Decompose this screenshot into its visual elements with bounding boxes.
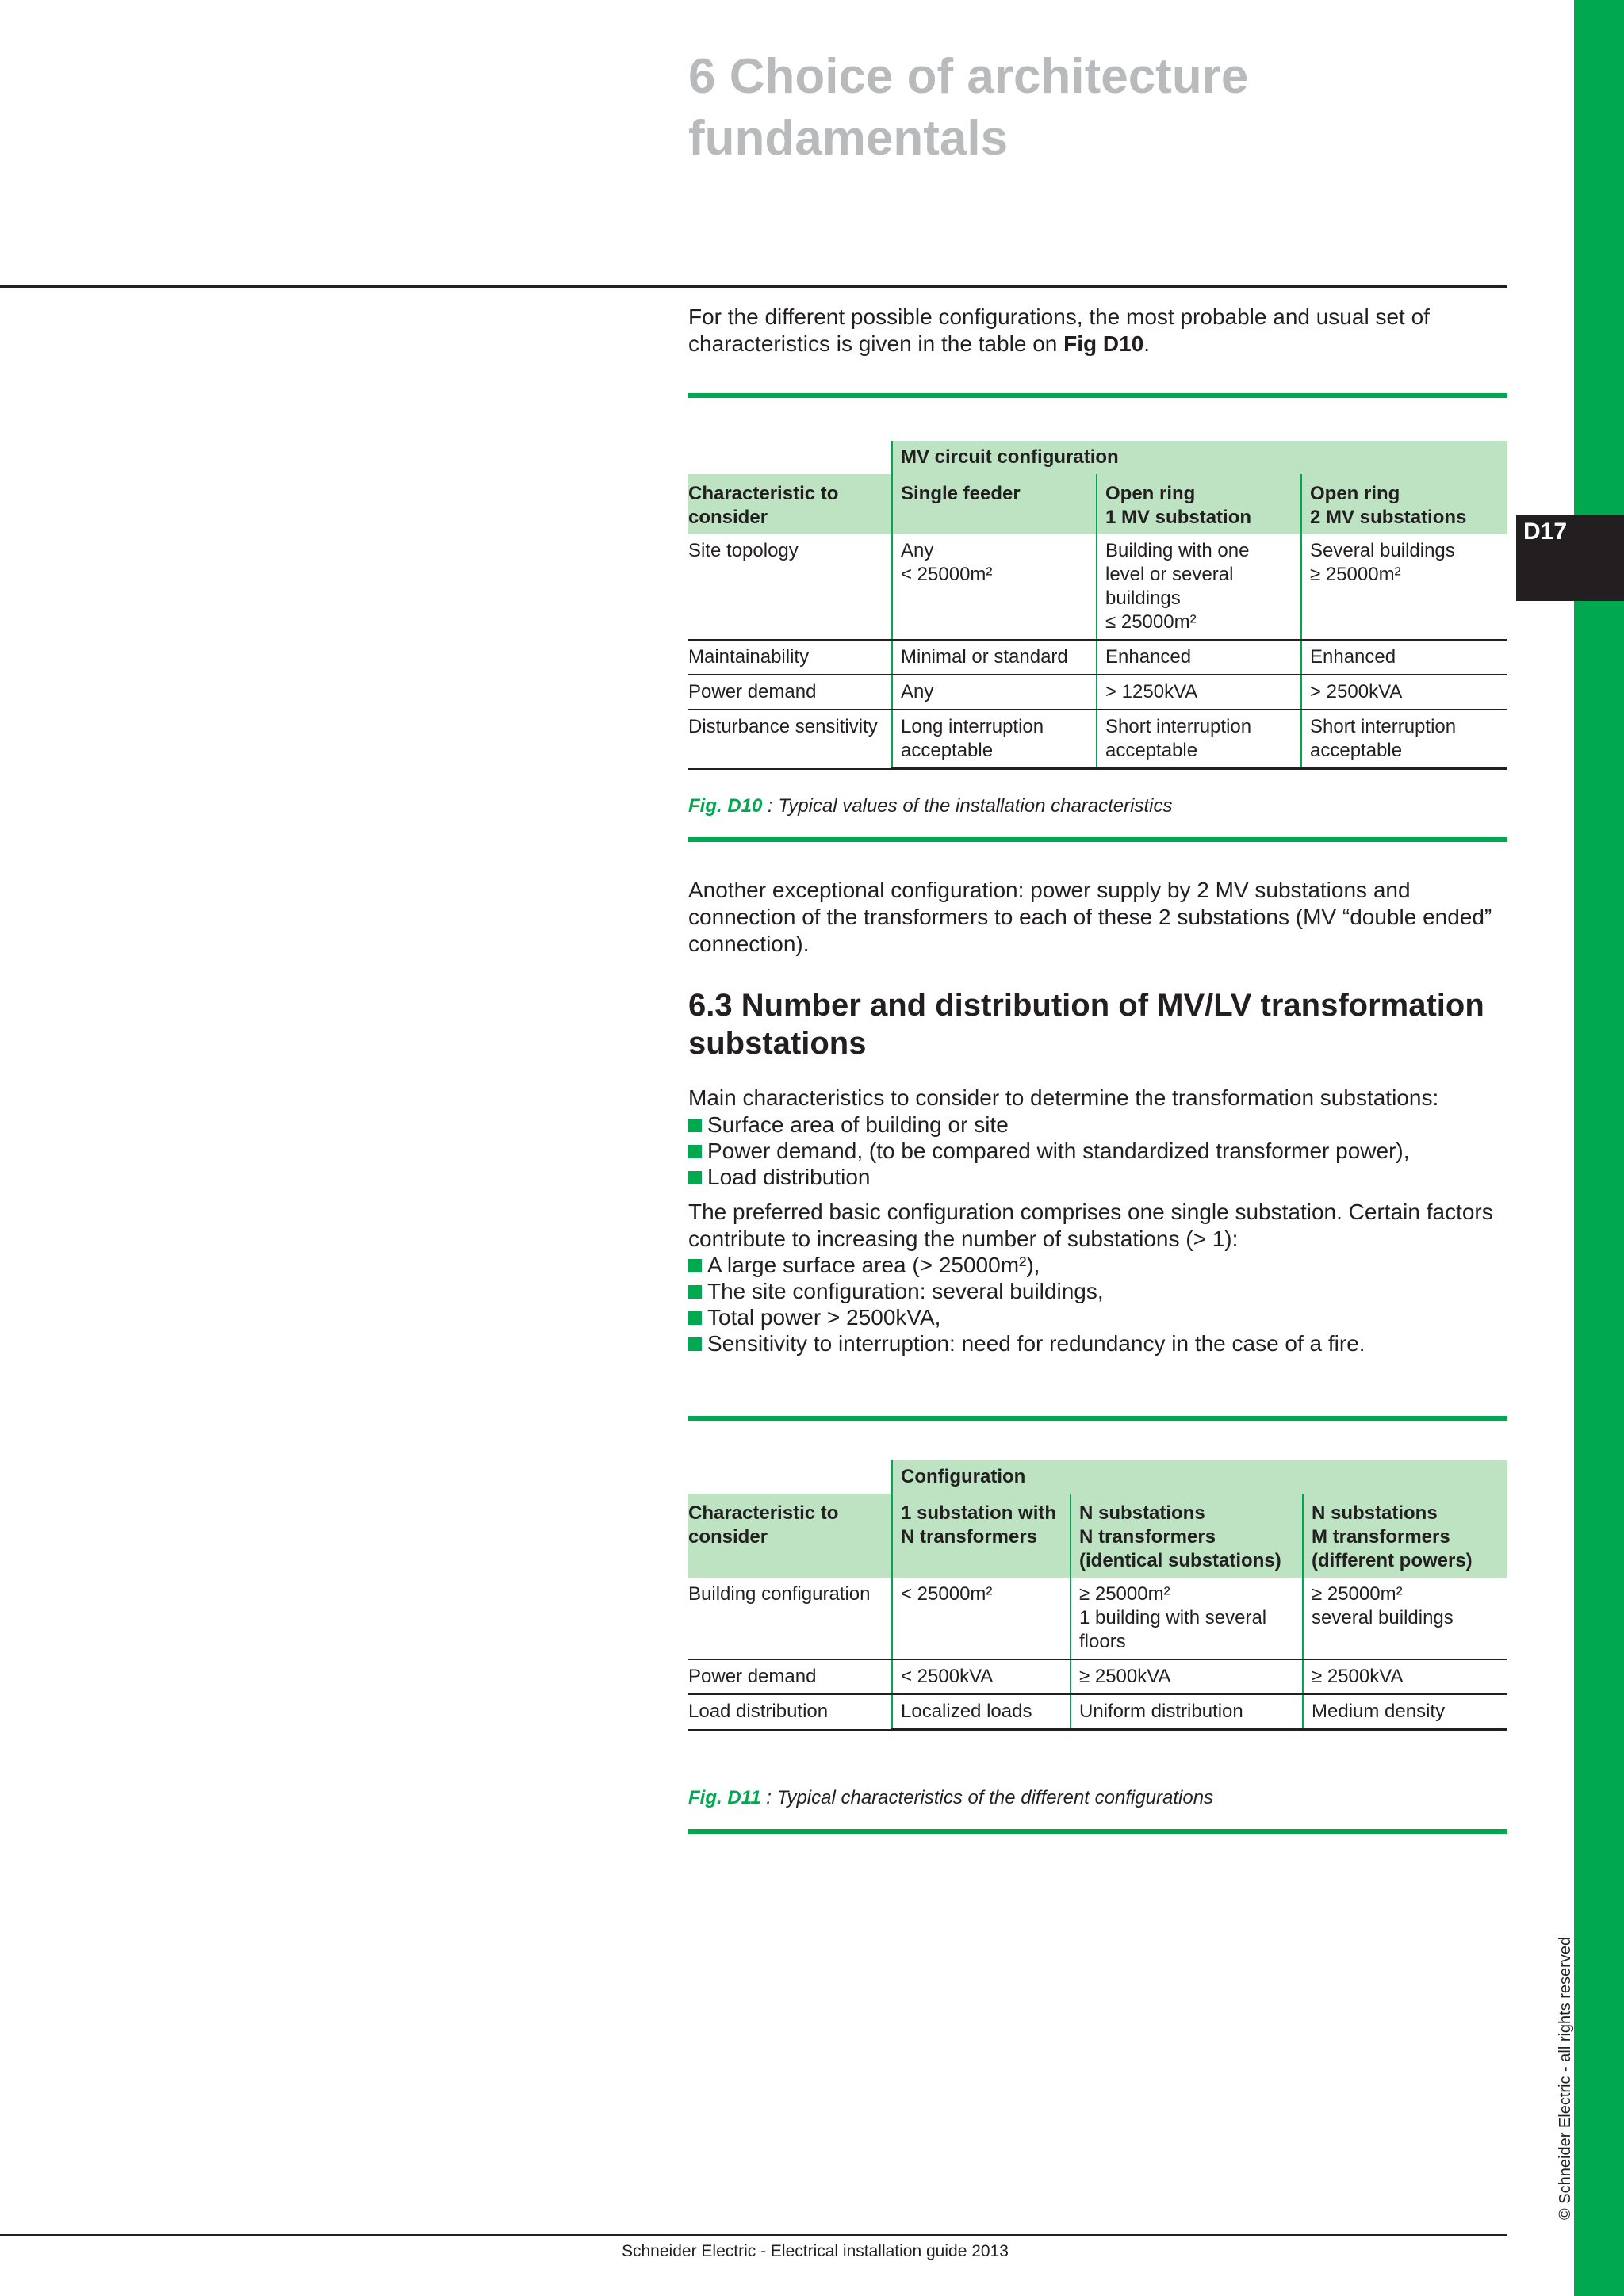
table-row <box>688 1659 1507 1694</box>
table-row <box>688 640 1507 675</box>
square-bullet-icon <box>688 1119 702 1132</box>
row-label <box>688 1659 892 1694</box>
fig-d11-caption <box>688 1787 1507 1809</box>
list-item <box>688 1112 1507 1138</box>
cell-line: Localized loads <box>901 1701 1032 1722</box>
cell-line: < 25000m² <box>901 1583 993 1605</box>
row-label <box>688 1694 892 1730</box>
section-lead: Main characteristics to consider to determine the transformation substations: <box>688 1085 1439 1110</box>
cell-line: Characteristic to consider <box>688 1502 839 1548</box>
table-cell <box>1097 640 1301 675</box>
cell-line: Building configuration <box>688 1583 871 1605</box>
header-rule <box>0 285 1507 288</box>
list-item-text: The site configuration: several buildings, <box>707 1279 1104 1303</box>
table-row <box>688 1694 1507 1730</box>
table2-column-header <box>1071 1494 1303 1578</box>
table-cell <box>892 710 1097 769</box>
cell-line: 2 MV substations <box>1310 507 1467 528</box>
square-bullet-icon <box>688 1311 702 1325</box>
cell-line: Short interruption acceptable <box>1105 716 1252 761</box>
green-side-band <box>1574 0 1624 2296</box>
table-cell <box>892 1578 1071 1659</box>
table-cell <box>892 534 1097 640</box>
cell-line: Single feeder <box>901 483 1021 504</box>
section-paragraph-2: The preferred basic configuration comprises one single substation. Certain factors contribute to increasing the number of substations (> 1): <box>688 1200 1493 1251</box>
table-cell <box>1303 1694 1507 1730</box>
cell-line: > 2500kVA <box>1310 681 1403 702</box>
list-item-text: Load distribution <box>707 1165 871 1189</box>
table1-column-header <box>1301 474 1507 534</box>
square-bullet-icon <box>688 1337 702 1351</box>
table2-header-row <box>688 1494 1507 1578</box>
cell-line: Power demand <box>688 1666 817 1687</box>
cell-line: Open ring <box>1310 483 1400 504</box>
square-bullet-icon <box>688 1145 702 1158</box>
table-cell <box>1097 675 1301 710</box>
cell-line: Enhanced <box>1310 646 1396 668</box>
fig-d10-text: : Typical values of the installation characteristics <box>762 795 1173 817</box>
intro-text: For the different possible configurations, the most probable and usual set of characteristics is given in the table on <box>688 304 1430 356</box>
list-item <box>688 1330 1507 1357</box>
section-title: 6.3 Number and distribution of MV/LV transformation substations <box>688 988 1484 1061</box>
cell-line: Power demand <box>688 681 817 702</box>
table-cell <box>1301 640 1507 675</box>
table-row <box>688 534 1507 640</box>
cell-line: Site topology <box>688 540 799 561</box>
list-item <box>688 1138 1507 1164</box>
table-installation-characteristics <box>688 441 1507 770</box>
cell-line: ≥ 25000m² <box>1312 1583 1403 1605</box>
cell-line: 1 MV substation <box>1105 507 1252 528</box>
cell-line: Open ring <box>1105 483 1196 504</box>
table-cell <box>1071 1694 1303 1730</box>
table-cell <box>1303 1659 1507 1694</box>
table2-column-header <box>1303 1494 1507 1578</box>
cell-line: acceptable <box>1310 740 1403 761</box>
table-cell <box>1097 710 1301 769</box>
cell-line: Any <box>901 681 934 702</box>
table1-column-header <box>1097 474 1301 534</box>
cell-line: < 2500kVA <box>901 1666 994 1687</box>
cell-line: M transformers (different powers) <box>1312 1526 1473 1571</box>
intro-text-end: . <box>1143 331 1151 356</box>
table-cell <box>892 1659 1071 1694</box>
cell-line: N transformers (identical substations) <box>1079 1526 1281 1571</box>
list-item-text: Surface area of building or site <box>707 1112 1009 1137</box>
cell-line: N substations <box>1312 1502 1438 1524</box>
fig-d11-text: : Typical characteristics of the different configurations <box>760 1787 1214 1808</box>
table2-corner <box>688 1460 892 1494</box>
table-cell <box>892 675 1097 710</box>
intro-fig-ref[interactable]: Fig D10 <box>1063 331 1144 356</box>
table-row <box>688 675 1507 710</box>
list-item <box>688 1304 1507 1330</box>
cell-line: Uniform distribution <box>1079 1701 1243 1722</box>
fig-d11-label: Fig. D11 <box>688 1787 761 1808</box>
cell-line: 1 substation with <box>901 1502 1057 1524</box>
table-cell <box>892 640 1097 675</box>
cell-line: Medium density <box>1312 1701 1446 1722</box>
substation-increase-list <box>688 1252 1507 1357</box>
cell-line: Maintainability <box>688 646 810 668</box>
table1-bottom-rule <box>688 837 1507 842</box>
cell-line: Short interruption <box>1310 716 1457 737</box>
list-item <box>688 1164 1507 1190</box>
list-item-text: Total power > 2500kVA, <box>707 1305 941 1330</box>
table-cell <box>1097 534 1301 640</box>
cell-line: < 25000m² <box>901 564 993 585</box>
table1-column-header <box>688 474 892 534</box>
table-cell <box>892 1694 1071 1730</box>
exceptional-paragraph: Another exceptional configuration: power supply by 2 MV substations and connection of the transformers to each of these 2 substations (MV “double ended” connection). <box>688 878 1492 956</box>
table1-header-row <box>688 474 1507 534</box>
cell-line: ≥ 25000m² <box>1079 1583 1170 1605</box>
table1-group-header: MV circuit configuration <box>892 441 1507 474</box>
cell-line: Any <box>901 540 934 561</box>
cell-line: ≥ 2500kVA <box>1079 1666 1171 1687</box>
intro-paragraph <box>688 304 1507 358</box>
table2-column-header <box>688 1494 892 1578</box>
cell-line: ≥ 2500kVA <box>1312 1666 1404 1687</box>
table2-bottom-rule <box>688 1829 1507 1834</box>
square-bullet-icon <box>688 1171 702 1184</box>
table2-group-header: Configuration <box>892 1460 1507 1494</box>
substation-factors-list <box>688 1112 1507 1190</box>
list-item-text: Sensitivity to interruption: need for redundancy in the case of a fire. <box>707 1331 1365 1356</box>
list-item <box>688 1278 1507 1304</box>
cell-line: Disturbance sensitivity <box>688 716 878 737</box>
row-label <box>688 675 892 710</box>
square-bullet-icon <box>688 1285 702 1299</box>
row-label <box>688 640 892 675</box>
cell-line: Characteristic to consider <box>688 483 839 528</box>
table1-top-rule <box>688 393 1507 398</box>
fig-d10-caption <box>688 795 1507 817</box>
square-bullet-icon <box>688 1259 702 1272</box>
footer-text: Schneider Electric - Electrical installation guide 2013 <box>622 2242 1009 2260</box>
cell-line: ≥ 25000m² <box>1310 564 1401 585</box>
cell-line: 1 building with several floors <box>1079 1607 1267 1652</box>
row-label <box>688 1578 892 1659</box>
row-label <box>688 710 892 769</box>
page-number-tab <box>1516 515 1624 601</box>
cell-line: Building with one level or several buildings <box>1105 540 1250 609</box>
list-item-text: A large surface area (> 25000m²), <box>707 1253 1040 1277</box>
table1-column-header <box>892 474 1097 534</box>
chapter-title: 6 Choice of architecture fundamentals <box>688 49 1249 166</box>
table-cell <box>1301 675 1507 710</box>
footer-rule <box>0 2234 1507 2236</box>
table-row <box>688 1578 1507 1659</box>
table-row <box>688 710 1507 769</box>
fig-d10-label: Fig. D10 <box>688 795 763 817</box>
list-item-text: Power demand, (to be compared with standardized transformer power), <box>707 1138 1410 1163</box>
cell-line: several buildings <box>1312 1607 1454 1628</box>
copyright-notice: © Schneider Electric - all rights reserved <box>1557 1936 1574 2220</box>
table2-column-header <box>892 1494 1071 1578</box>
cell-line: ≤ 25000m² <box>1105 611 1197 633</box>
cell-line: N substations <box>1079 1502 1205 1524</box>
cell-line: Enhanced <box>1105 646 1192 668</box>
table-cell <box>1071 1659 1303 1694</box>
table2-top-rule <box>688 1416 1507 1421</box>
row-label <box>688 534 892 640</box>
table1-corner <box>688 441 892 474</box>
cell-line: Several buildings <box>1310 540 1455 561</box>
table-cell <box>1301 534 1507 640</box>
table-configurations <box>688 1460 1507 1731</box>
cell-line: Long interruption acceptable <box>901 716 1044 761</box>
cell-line: Load distribution <box>688 1701 829 1722</box>
cell-line: > 1250kVA <box>1105 681 1198 702</box>
list-item <box>688 1252 1507 1278</box>
table-cell <box>1301 710 1507 769</box>
cell-line: Minimal or standard <box>901 646 1068 668</box>
table-cell <box>1303 1578 1507 1659</box>
cell-line: N transformers <box>901 1526 1038 1548</box>
page-number: D17 <box>1522 519 1568 545</box>
table-cell <box>1071 1578 1303 1659</box>
